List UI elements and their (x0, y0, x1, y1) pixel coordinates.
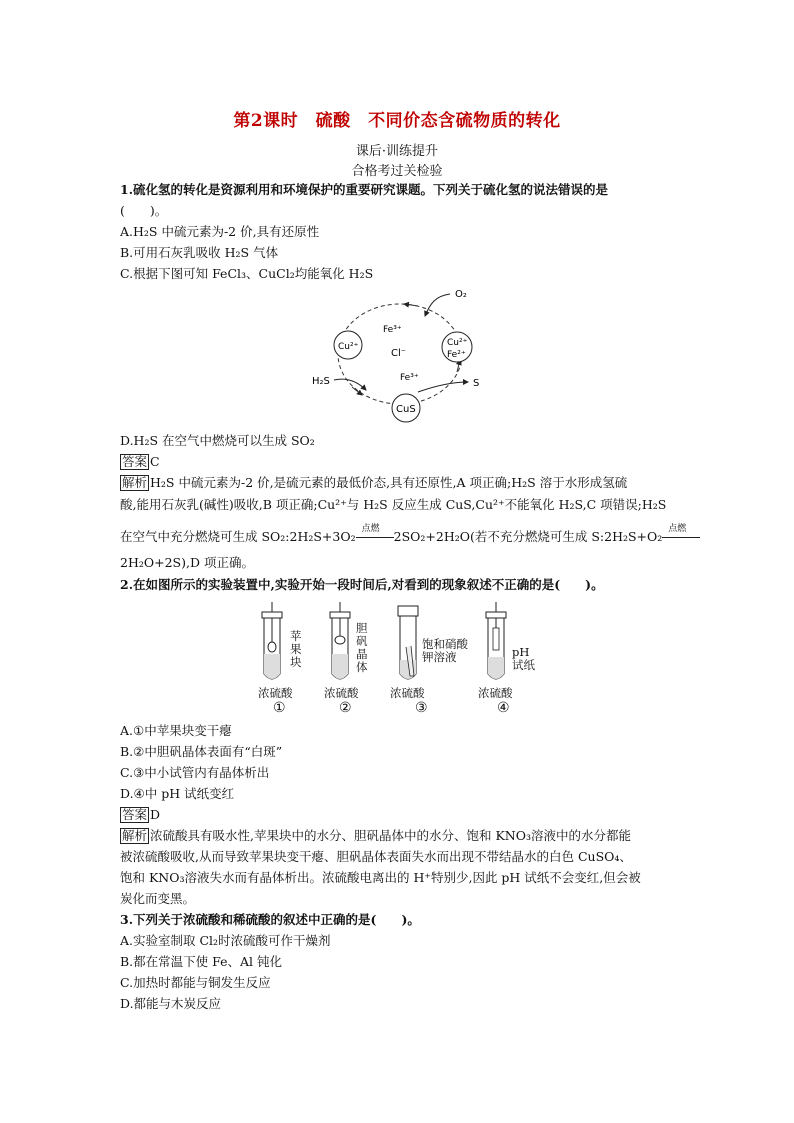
q1-analysis-line2: 酸,能用石灰乳(碱性)吸收,B 项正确;Cu²⁺与 H₂S 反应生成 CuS,Cu²⁺不能氧化 H₂S,C 项错误;H₂S (120, 497, 667, 512)
fe2-right-label: Fe²⁺ (447, 350, 466, 360)
q1-analysis-text3a: 在空气中充分燃烧可生成 SO₂:2H₂S+3O₂ (120, 529, 356, 544)
tube-4 (486, 602, 506, 679)
answer-tag: 答案 (122, 807, 148, 822)
subsection-heading: 合格考过关检验 (351, 164, 443, 179)
q1-answer (120, 453, 680, 471)
tube1-label: 苹果块 (290, 629, 302, 669)
tube1-number: ① (273, 700, 286, 716)
cu2-right-label: Cu²⁺ (447, 338, 468, 348)
q3-stem-line (120, 911, 680, 929)
tube3-acid: 浓硫酸 (390, 686, 425, 700)
tube-3 (398, 606, 418, 679)
tube-2 (330, 602, 350, 679)
q3-option-b: B.都在常温下使 Fe、Al 钝化 (120, 954, 283, 969)
q1-analysis-text3b: 2SO₂+2H₂O(若不充分燃烧可生成 S:2H₂S+O₂ (393, 529, 663, 544)
tube4-label: pH试纸 (512, 645, 535, 672)
q2-analysis-line2: 被浓硫酸吸收,从而导致苹果块变干瘪、胆矾晶体表面失水而出现不带结晶水的白色 CuSO₄、 (120, 849, 632, 864)
tube3-label: 饱和硝酸钾溶液 (422, 637, 468, 664)
tube2-acid: 浓硫酸 (324, 686, 359, 700)
q1-stem: 1.硫化氢的转化是资源利用和环境保护的重要研究课题。下列关于硫化氢的说法错误的是 (120, 182, 609, 197)
ignite-label-1: 点燃 (361, 523, 380, 534)
tube4-number: ④ (497, 700, 510, 716)
q2-option-b: B.②中胆矾晶体表面有“白斑” (120, 744, 283, 759)
q2-option-d: D.④中 pH 试纸变红 (120, 786, 235, 801)
h2s-label: H₂S (312, 376, 330, 387)
q2-stem-line (120, 576, 680, 594)
q1-analysis-line3 (120, 523, 687, 546)
q1-option-c: C.根据下图可知 FeCl₃、CuCl₂均能氧化 H₂S (120, 266, 374, 281)
tube1-acid: 浓硫酸 (258, 686, 293, 700)
ignite-line-1 (356, 537, 394, 538)
q3-option-d: D.都能与木炭反应 (120, 996, 222, 1011)
q1-analysis-text1: H₂S 中硫元素为-2 价,是硫元素的最低价态,具有还原性,A 项正确;H₂S 溶于水形成氢硫 (150, 475, 628, 490)
tube-1 (262, 602, 282, 679)
q2-analysis-line1 (120, 827, 680, 845)
q2-analysis-line3: 饱和 KNO₃溶液失水而有晶体析出。浓硫酸电离出的 H⁺特别少,因此 pH 试纸不会变红,但会被 (120, 870, 641, 885)
tube2-number: ② (339, 700, 352, 716)
o2-label: O₂ (455, 289, 467, 300)
s-label: S (473, 378, 480, 389)
analysis-tag: 解析 (122, 475, 148, 490)
q2-answer-value: D (150, 807, 161, 822)
ignite-line-2 (662, 537, 700, 538)
q2-option-a: A.①中苹果块变干瘪 (120, 723, 232, 738)
q1-answer-value: C (150, 454, 160, 469)
q2-stem: 2.在如图所示的实验装置中,实验开始一段时间后,对看到的现象叙述不正确的是( )。 (120, 577, 604, 592)
tube3-number: ③ (415, 700, 428, 716)
q1-analysis-line1 (120, 474, 680, 492)
ignite-condition-1 (356, 523, 394, 545)
q3-stem: 3.下列关于浓硫酸和稀硫酸的叙述中正确的是( )。 (120, 912, 420, 927)
loop-arrow-left (352, 387, 362, 395)
q1-option-d: D.H₂S 在空气中燃烧可以生成 SO₂ (120, 433, 315, 448)
q1-option-b: B.可用石灰乳吸收 H₂S 气体 (120, 245, 279, 260)
h2s-cycle-diagram (300, 282, 500, 427)
q1-stem-line1 (120, 181, 680, 199)
cus-label: CuS (396, 404, 416, 415)
lesson-title: 第2课时 硫酸 不同价态含硫物质的转化 (233, 111, 561, 131)
q2-answer (120, 806, 680, 824)
q1-stem-line2: ( )。 (120, 203, 168, 218)
q2-analysis-text1: 浓硫酸具有吸水性,苹果块中的水分、胆矾晶体中的水分、饱和 KNO₃溶液中的水分都能 (150, 828, 631, 843)
fe3-top-label: Fe³⁺ (383, 325, 402, 335)
answer-tag: 答案 (122, 454, 148, 469)
tube4-acid: 浓硫酸 (478, 686, 513, 700)
q1-analysis-line4: 2H₂O+2S),D 项正确。 (120, 555, 254, 570)
o2-arrow (425, 294, 450, 316)
h2s-arrow (334, 379, 366, 390)
fe3-bottom-label: Fe³⁺ (400, 373, 419, 383)
q3-option-c: C.加热时都能与铜发生反应 (120, 975, 271, 990)
q2-option-c: C.③中小试管内有晶体析出 (120, 765, 270, 780)
chloride-label: Cl⁻ (391, 348, 407, 359)
q3-option-a: A.实验室制取 Cl₂时浓硫酸可作干燥剂 (120, 933, 331, 948)
ignite-label-2: 点燃 (668, 523, 687, 534)
ignite-condition-2 (662, 523, 700, 545)
cu2-left-label: Cu²⁺ (338, 342, 359, 352)
tube2-label: 胆矾晶体 (356, 621, 368, 674)
q1-option-a: A.H₂S 中硫元素为-2 价,具有还原性 (120, 224, 320, 239)
q2-analysis-line4: 炭化而变黑。 (120, 891, 196, 906)
section-heading: 课后·训练提升 (355, 144, 439, 159)
analysis-tag: 解析 (122, 828, 148, 843)
